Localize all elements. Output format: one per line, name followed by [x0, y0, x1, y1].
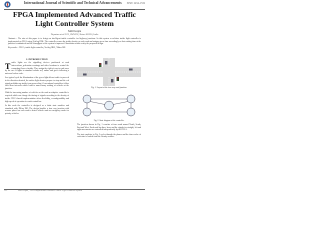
issn-label: ISSN: 2454-1532	[126, 2, 145, 5]
abstract-text: Abstract— The aim of this paper is to design an intelligent traffic controller for highway junctions. In this system a real-time traffic light controller is implemented on FPGA using Verilog HDL. The controller senses the traffic density on each road and assigns green time accordingly so that waiting time at the junction is minimized and the throughput of the system is improved. Simulation results verify the proposed design.	[8, 38, 141, 46]
figure-1-caption: Fig. 1. Layout of the four way road junction.	[91, 87, 127, 89]
left-column	[5, 58, 69, 117]
body-paragraph: In a typical cycle the illumination of the green light allows traffic to proceed in the direction denoted, the amber light denotes prepare to stop and the red signal prohibits any traffic from proceeding. Conventional controllers follow fixed time intervals which leads to unnecessary waiting of vehicles at the junction.	[5, 77, 69, 91]
state-diagram-figure	[77, 91, 141, 119]
junction-figure	[77, 58, 141, 86]
right-column	[77, 58, 141, 141]
author-affiliation: Department of ECE, SMVDU, Katra-182320, India	[50, 33, 99, 36]
figure-2-caption: Fig. 2. State diagram of the controller.	[93, 119, 125, 122]
paper-title: FPGA Implemented Advanced Traffic Light Controller System	[12, 10, 137, 28]
intro-paragraph	[5, 62, 69, 76]
body-paragraph: In this work the controller is designed as a finite state machine and simulated with Xilinx ISE. The design handles a four way junction with sensors placed on each road to detect vehicles and an emergency mode for priority vehicles.	[5, 104, 69, 115]
journal-name: International Journal of Scientific and Technical Advancements	[24, 1, 122, 5]
body-paragraph: The junction shown in Fig. 1 consists of four roads named North, South, East and West. Each road has three lanes and the signals for straight, left and right movements are controlled independently by the FPGA.	[77, 123, 141, 132]
keywords-text: Keywords— FPGA, traffic light controller, Verilog HDL, Xilinx ISE.	[8, 46, 66, 49]
dropcap-letter: T	[5, 61, 11, 71]
paper-page	[0, 0, 149, 198]
journal-logo-icon	[4, 1, 11, 8]
intro-paragraph-text: raffic lights are the signalling devices positioned at road intersections, pedestrian crossings and other locations to control the competing flows of traffic. They assign the right of way to road users by the use of lights in standard colours red, amber and green following a universal colour code.	[5, 62, 69, 75]
body-paragraph: The state machine in Fig. 2 cycles through the phases and the timer value of each state is loaded from the density counter.	[77, 133, 141, 139]
body-paragraph: With the increasing number of vehicles on the road an adaptive controller is required which can change the timing of signals according to the density of traffic. FPGA based implementation offers flexibility, reconfigurability and high speed of operation for such controllers.	[5, 92, 69, 103]
abstract-block	[8, 38, 141, 50]
author-name: Sahil Gupta	[67, 30, 82, 33]
citation-text: Sahil Gupta, "FPGA Implemented Advanced Traffic Light Controller System"	[18, 190, 83, 192]
page-number: 135	[4, 190, 8, 192]
section-heading: I. INTRODUCTION	[26, 58, 48, 61]
